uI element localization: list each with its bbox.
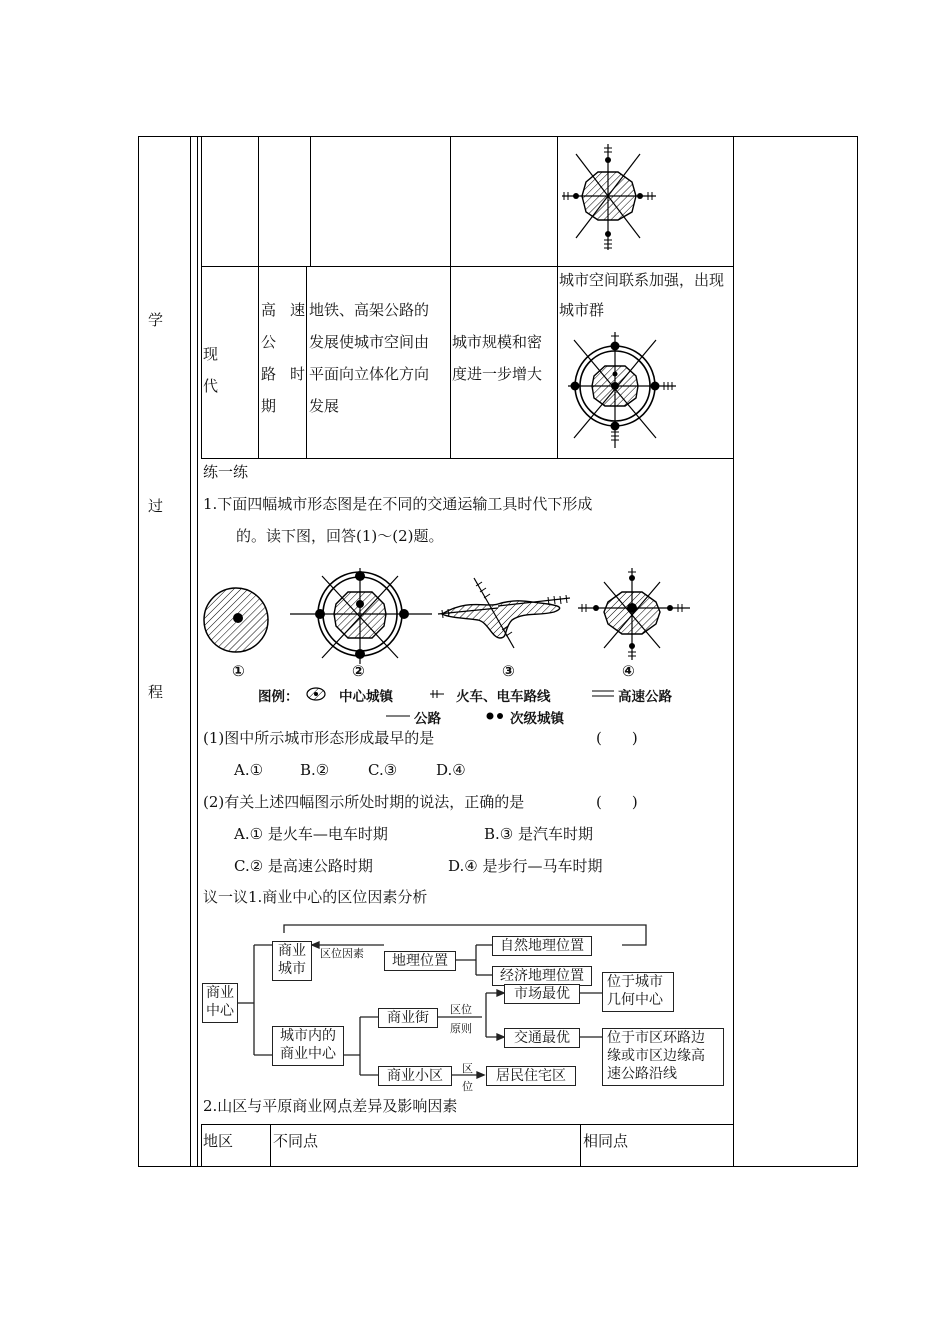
box-ring-road bbox=[602, 1028, 724, 1086]
option-2c: C.② 是高速公路时期 bbox=[234, 857, 373, 875]
period-char-3: 路 bbox=[261, 365, 277, 383]
box-natural-location: 自然地理位置 bbox=[492, 936, 592, 956]
box-ring-l1: 位于市区环路边 bbox=[607, 1030, 705, 1046]
period-char-2: 公 bbox=[261, 333, 277, 351]
box-market-optimal: 市场最优 bbox=[504, 984, 580, 1004]
box-commercial-city-l2: 城市 bbox=[278, 961, 306, 977]
option-1d: D.④ bbox=[436, 761, 466, 779]
box-commercial-center-l2: 中心 bbox=[206, 1003, 234, 1019]
inner-col-c bbox=[310, 136, 311, 266]
practice-heading: 练一练 bbox=[203, 463, 249, 481]
traffic-line-4: 发展 bbox=[309, 397, 340, 415]
bottom-table-col-1 bbox=[270, 1124, 271, 1166]
highway-era-city-figure-top bbox=[558, 138, 658, 264]
box-transport-optimal: 交通最优 bbox=[504, 1028, 580, 1048]
question-2-heading: 2.山区与平原商业网点差异及影响因素 bbox=[203, 1097, 458, 1115]
discuss-heading: 议一议1.商业中心的区位因素分析 bbox=[203, 888, 428, 906]
box-geometric-l2: 几何中心 bbox=[607, 992, 663, 1008]
traffic-line-1: 地铁、高架公路的 bbox=[309, 301, 430, 319]
inner-row-divider bbox=[201, 266, 733, 267]
box-commercial-street: 商业街 bbox=[378, 1008, 438, 1028]
col-divider-1 bbox=[190, 136, 191, 1167]
inner-col-a bbox=[201, 136, 202, 458]
label-location-factors: 区位因素 bbox=[320, 947, 364, 960]
feature-line-2: 度进一步增大 bbox=[452, 365, 543, 383]
outer-top-border bbox=[138, 136, 858, 137]
option-1a: A.① bbox=[234, 761, 264, 779]
legend-highway: 高速公路 bbox=[618, 689, 672, 705]
option-2d: D.④ 是步行—马车时期 bbox=[448, 857, 603, 875]
box-commercial-city-l1: 商业 bbox=[278, 943, 306, 959]
era-char-1: 现 bbox=[203, 345, 219, 363]
table-header-differences: 不同点 bbox=[273, 1132, 319, 1150]
option-1c: C.③ bbox=[368, 761, 398, 779]
figure-label-1: ① bbox=[232, 662, 245, 680]
label-principle-2: 原则 bbox=[450, 1022, 472, 1035]
figure-label-3: ③ bbox=[502, 662, 515, 680]
side-label-guo: 过 bbox=[148, 497, 164, 515]
outer-bottom-border bbox=[138, 1166, 858, 1167]
period-char-1: 高 bbox=[261, 301, 277, 319]
box-ring-l3: 速公路沿线 bbox=[607, 1066, 677, 1082]
sub-question-1: (1)图中所示城市形态形成最早的是 bbox=[203, 729, 435, 747]
inner-col-c2 bbox=[306, 266, 307, 458]
period-char-4: 期 bbox=[261, 397, 277, 415]
box-residential-area: 居民住宅区 bbox=[486, 1066, 576, 1086]
question-1-line-2: 的。读下图，回答(1)～(2)题。 bbox=[236, 527, 444, 545]
table-header-similarities: 相同点 bbox=[583, 1132, 629, 1150]
legend-sub-town: 次级城镇 bbox=[510, 711, 564, 727]
sub-question-2: (2)有关上述四幅图示所处时期的说法，正确的是 bbox=[203, 793, 525, 811]
figure-label-2: ② bbox=[352, 662, 365, 680]
period-char-6: 时 bbox=[290, 365, 306, 383]
box-geometric-l1: 位于城市 bbox=[607, 974, 663, 990]
box-commercial-center bbox=[202, 983, 238, 1023]
sub-question-1-paren: ( ) bbox=[596, 729, 638, 747]
box-commercial-community: 商业小区 bbox=[378, 1066, 452, 1086]
option-2a: A.① 是火车—电车时期 bbox=[234, 825, 388, 843]
figure-3-car-era bbox=[438, 578, 570, 648]
outer-right-border bbox=[857, 136, 858, 1167]
era-char-2: 代 bbox=[203, 377, 219, 395]
option-2b: B.③ 是汽车时期 bbox=[484, 825, 594, 843]
box-inner-l1: 城市内的 bbox=[280, 1028, 336, 1044]
box-economic-location: 经济地理位置 bbox=[492, 966, 592, 986]
option-1b: B.② bbox=[300, 761, 330, 779]
traffic-line-3: 平面向立体化方向 bbox=[309, 365, 430, 383]
question-1-line-1: 1.下面四幅城市形态图是在不同的交通运输工具时代下形成 bbox=[203, 495, 593, 513]
figure-2-highway-era bbox=[290, 568, 432, 664]
label-principle-1: 区位 bbox=[450, 1003, 472, 1016]
box-commercial-center-l1: 商业 bbox=[206, 985, 234, 1001]
sub-question-2-paren: ( ) bbox=[596, 793, 638, 811]
legend-center-town: 中心城镇 bbox=[339, 689, 393, 705]
box-commercial-city bbox=[272, 941, 312, 981]
table-header-region: 地区 bbox=[203, 1132, 234, 1150]
bottom-table-top bbox=[201, 1124, 733, 1125]
side-label-cheng: 程 bbox=[148, 683, 164, 701]
inner-col-d bbox=[450, 136, 451, 458]
box-inner-commercial-center bbox=[272, 1026, 344, 1066]
box-inner-l2: 商业中心 bbox=[280, 1046, 336, 1062]
legend-road: 公路 bbox=[414, 711, 441, 727]
bottom-table-left bbox=[201, 1124, 202, 1166]
bottom-table-col-2 bbox=[580, 1124, 581, 1166]
shape-line-2: 城市群 bbox=[559, 301, 605, 319]
legend-rail: 火车、电车路线 bbox=[456, 689, 551, 705]
figure-label-4: ④ bbox=[622, 662, 635, 680]
side-label-xue: 学 bbox=[148, 311, 164, 329]
outer-left-border bbox=[138, 136, 139, 1167]
figure-4-rail-era bbox=[578, 568, 690, 660]
figure-1-walking-era bbox=[204, 588, 268, 652]
highway-era-city-figure-modern bbox=[560, 328, 680, 452]
label-wei: 位 bbox=[462, 1080, 473, 1093]
box-ring-l2: 缘或市区边缘高 bbox=[607, 1048, 705, 1064]
feature-line-1: 城市规模和密 bbox=[452, 333, 543, 351]
period-char-5: 速 bbox=[290, 301, 306, 319]
inner-table-bottom bbox=[201, 458, 733, 459]
legend-title: 图例： bbox=[258, 689, 299, 705]
box-geo-location: 地理位置 bbox=[384, 951, 456, 971]
box-geometric-center bbox=[602, 972, 674, 1012]
inner-col-b bbox=[258, 136, 259, 458]
traffic-line-2: 发展使城市空间由 bbox=[309, 333, 430, 351]
shape-line-1: 城市空间联系加强，出现 bbox=[559, 271, 725, 289]
label-qu: 区 bbox=[462, 1062, 473, 1075]
